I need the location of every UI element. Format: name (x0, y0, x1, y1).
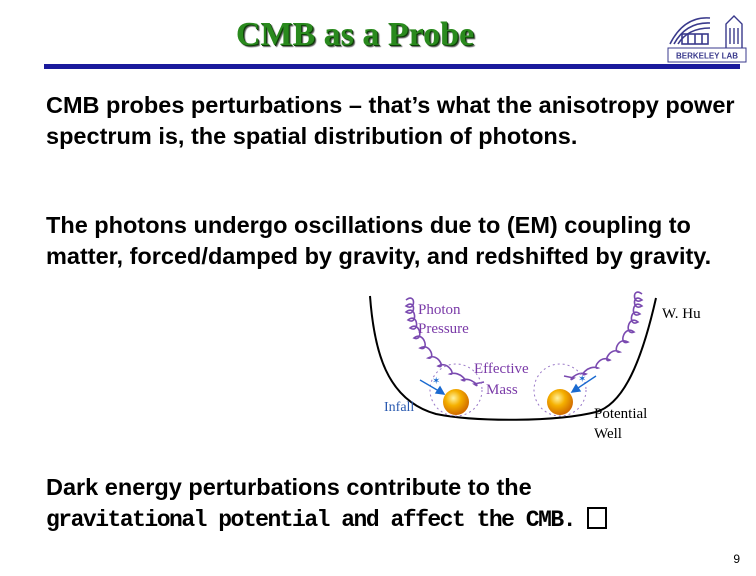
paragraph-oscillations (46, 210, 736, 272)
building-tower-icon (726, 16, 742, 48)
paragraph-dark-energy (46, 472, 736, 536)
svg-text:✶: ✶ (578, 374, 587, 385)
photon-pressure-label-2: Pressure (418, 321, 469, 337)
paragraph-dark-energy-line-1: Dark energy perturbations contribute to the (46, 474, 532, 500)
mass-ball-left (443, 389, 469, 415)
logo-text: BERKELEY LAB (675, 51, 739, 61)
photon-pressure-label-1: Photon (418, 302, 461, 318)
potential-well-label-2: Well (594, 426, 622, 442)
right-spring (564, 292, 642, 379)
building-lines-icon (670, 18, 710, 44)
title-divider (44, 64, 740, 69)
berkeley-lab-logo (664, 8, 748, 64)
paragraph-oscillations-text-2: , and redshifted by (413, 243, 630, 269)
page-number: 9 (733, 552, 740, 566)
mass-ball-right (547, 389, 573, 415)
figure-credit: W. Hu (662, 306, 701, 322)
missing-glyph-icon (587, 507, 607, 529)
paragraph-cmb-probes: CMB probes perturbations – that’s what the anisotropy power spectrum is, the spatial distribution of photons. (46, 92, 735, 149)
paragraph-oscillations-text-3: . (704, 243, 712, 269)
infall-label: Infall (384, 400, 415, 415)
potential-well-label-1: Potential (594, 406, 648, 422)
paragraph-dark-energy-line-2-wrap (46, 503, 736, 536)
gravity-word-1: gravity (338, 243, 414, 269)
paragraph-dark-energy-line-2: gravitational potential and affect the CMB. (46, 507, 575, 533)
effective-mass-label-2: Mass (486, 382, 518, 398)
effective-mass-label-1: Effective (474, 361, 529, 377)
gravity-word-2: gravity (629, 243, 705, 269)
paragraph-oscillations-text-1: The photons undergo oscillations due to (EM) coupling to matter, forced/damped by (46, 212, 691, 269)
slide-title: CMB as a Probe (235, 16, 475, 53)
svg-text:✶: ✶ (432, 376, 441, 387)
